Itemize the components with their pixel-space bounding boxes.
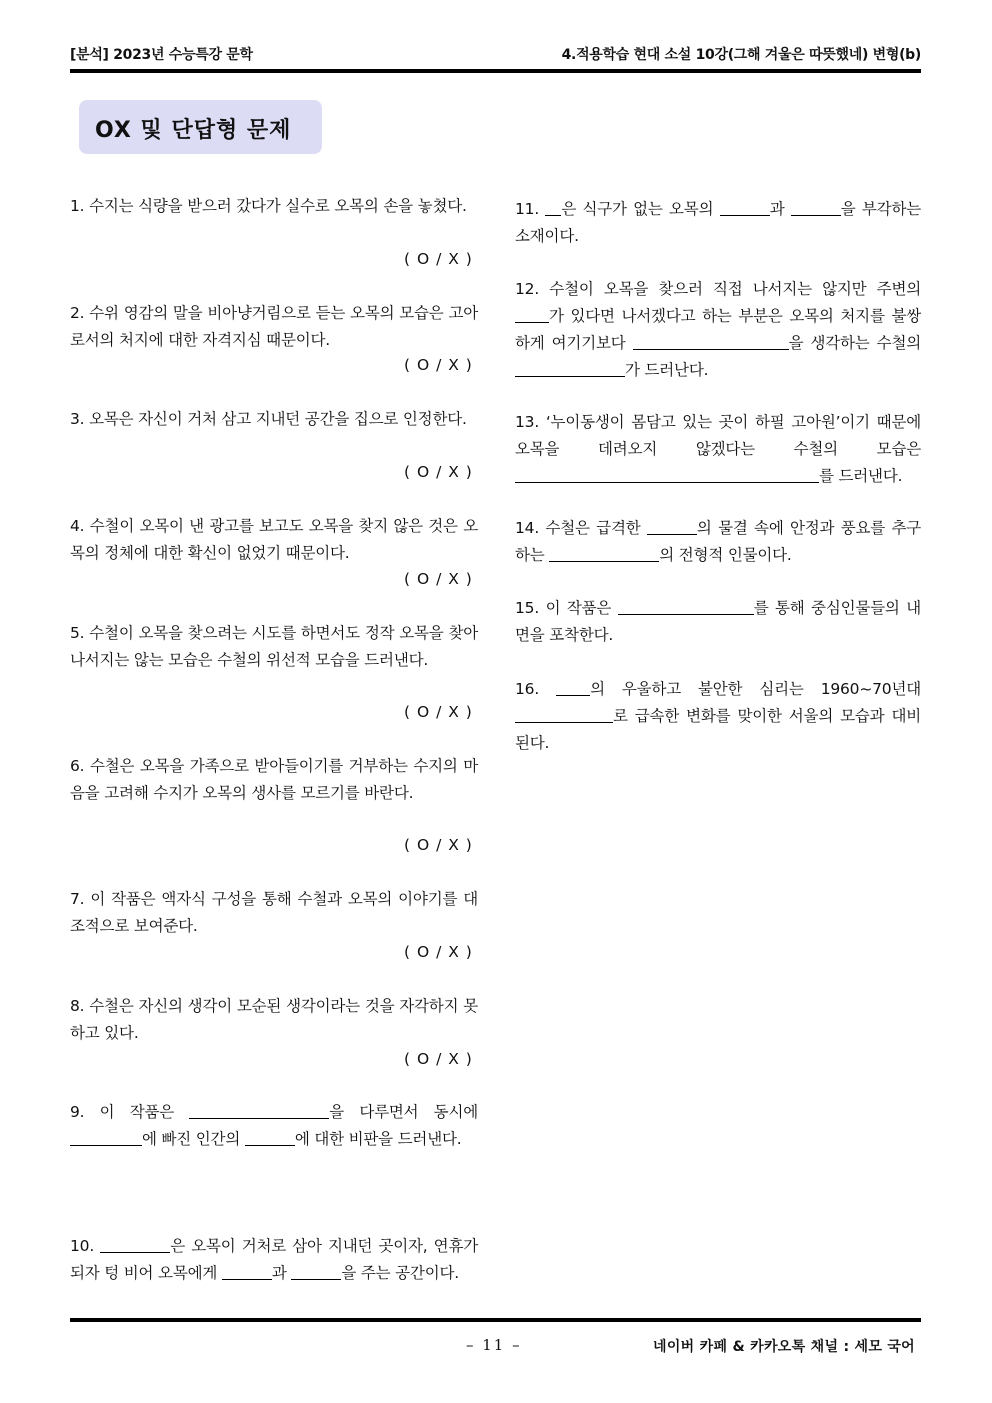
answer-blank[interactable] — [647, 518, 697, 535]
ox-mark-1[interactable]: ( O / X ) — [404, 250, 473, 268]
question-14-part-3: 의 전형적 인물이다. — [659, 546, 792, 564]
header-rule — [70, 69, 921, 73]
question-16-part-1: 16. — [515, 680, 557, 698]
question-13-part-2: 를 드러낸다. — [819, 467, 903, 485]
answer-blank[interactable] — [515, 466, 819, 483]
question-9-part-2: 을 다루면서 동시에 — [329, 1103, 478, 1121]
question-12-part-3: 을 생각하는 수철의 — [788, 334, 921, 352]
answer-blank[interactable] — [633, 333, 789, 350]
footer-rule — [70, 1318, 921, 1322]
question-13-part-1: 13. ‘누이동생이 몸담고 있는 곳이 하필 고아원’이기 때문에 오목을 데려오지 않겠다는 수철의 모습은 — [515, 413, 921, 458]
question-12-part-1: 12. 수철이 오목을 찾으러 직접 나서지는 않지만 주변의 — [515, 280, 921, 298]
answer-blank[interactable] — [549, 545, 659, 562]
answer-blank[interactable] — [245, 1129, 295, 1146]
question-7: 7. 이 작품은 액자식 구성을 통해 수철과 오목의 이야기를 대조적으로 보여준다. — [70, 890, 478, 935]
section-title: OX 및 단답형 문제 — [95, 118, 292, 143]
section-title-box — [79, 100, 322, 154]
question-11-part-3: 과 — [769, 200, 791, 218]
question-9-part-4: 에 대한 비판을 드러낸다. — [294, 1130, 462, 1148]
question-10-part-2: 은 오목이 거처로 삼아 지내던 곳이자, 연휴가 되자 텅 비어 오목에게 — [70, 1237, 478, 1282]
question-6: 6. 수철은 오목을 가족으로 받아들이기를 거부하는 수지의 마음을 고려해 수지가 오목의 생사를 모르기를 바란다. — [70, 757, 478, 802]
answer-blank[interactable] — [791, 199, 841, 216]
ox-mark-8[interactable]: ( O / X ) — [404, 1050, 473, 1068]
question-1: 1. 수지는 식량을 받으러 갔다가 실수로 오목의 손을 놓쳤다. — [70, 197, 467, 215]
channel-info: 네이버 카페 & 카카오톡 채널 : 세모 국어 — [653, 1339, 915, 1355]
question-11-part-4: 을 부각하는 소재이다. — [515, 200, 921, 245]
question-3: 3. 오목은 자신이 거처 삼고 지내던 공간을 집으로 인정한다. — [70, 410, 467, 428]
ox-mark-5[interactable]: ( O / X ) — [404, 703, 473, 721]
question-9-part-3: 에 빠진 인간의 — [142, 1130, 245, 1148]
answer-blank[interactable] — [222, 1263, 272, 1280]
page-header — [70, 44, 921, 68]
ox-mark-6[interactable]: ( O / X ) — [404, 836, 473, 854]
question-16 — [515, 676, 921, 757]
question-14-part-2: 의 물결 속에 안정과 풍요를 추구하는 — [515, 519, 922, 564]
question-12 — [515, 276, 921, 384]
answer-blank[interactable] — [515, 706, 613, 723]
question-10-part-1: 10. — [70, 1237, 101, 1255]
question-12-part-2: 가 있다면 나서겠다고 하는 부분은 오목의 처지를 불쌍하게 여기기보다 — [515, 307, 921, 352]
page-number: – 11 – — [466, 1336, 522, 1354]
question-9 — [70, 1099, 478, 1153]
answer-blank[interactable] — [291, 1263, 341, 1280]
question-13 — [515, 409, 921, 490]
answer-blank[interactable] — [618, 598, 754, 615]
header-right-title: 4.적용학습 현대 소설 10강(그해 겨울은 따뜻했네) 변형(b) — [561, 47, 921, 63]
answer-blank[interactable] — [720, 199, 770, 216]
answer-blank[interactable] — [545, 199, 561, 216]
header-left-title: [분석] 2023년 수능특강 문학 — [70, 47, 253, 63]
answer-blank[interactable] — [515, 306, 549, 323]
answer-blank[interactable] — [189, 1102, 329, 1119]
question-5: 5. 수철이 오목을 찾으려는 시도를 하면서도 정작 오목을 찾아 나서지는 않는 모습은 수철의 위선적 모습을 드러낸다. — [70, 624, 478, 669]
question-10-part-4: 을 주는 공간이다. — [341, 1264, 459, 1282]
ox-mark-4[interactable]: ( O / X ) — [404, 570, 473, 588]
answer-blank[interactable] — [556, 679, 590, 696]
question-11 — [515, 196, 921, 250]
question-4: 4. 수철이 오목이 낸 광고를 보고도 오목을 찾지 않은 것은 오목의 정체에 대한 확신이 없었기 때문이다. — [70, 517, 478, 562]
question-14-part-1: 14. 수철은 급격한 — [515, 519, 647, 537]
question-10-part-3: 과 — [271, 1264, 292, 1282]
answer-blank[interactable] — [70, 1129, 142, 1146]
question-10 — [70, 1233, 478, 1287]
answer-blank[interactable] — [100, 1236, 170, 1253]
ox-mark-3[interactable]: ( O / X ) — [404, 463, 473, 481]
ox-mark-7[interactable]: ( O / X ) — [404, 943, 473, 961]
question-16-part-2: 의 우울하고 불안한 심리는 1960~70년대 — [590, 680, 921, 698]
question-8: 8. 수철은 자신의 생각이 모순된 생각이라는 것을 자각하지 못하고 있다. — [70, 997, 478, 1042]
question-12-part-4: 가 드러난다. — [625, 361, 709, 379]
question-14 — [515, 515, 921, 569]
question-2: 2. 수위 영감의 말을 비아냥거림으로 듣는 오목의 모습은 고아로서의 처지에 대한 자격지심 때문이다. — [70, 304, 478, 349]
ox-mark-2[interactable]: ( O / X ) — [404, 356, 473, 374]
question-16-part-3: 로 급속한 변화를 맞이한 서울의 모습과 대비된다. — [515, 707, 921, 752]
question-11-part-2: 은 식구가 없는 오목의 — [561, 200, 720, 218]
question-15-part-1: 15. 이 작품은 — [515, 599, 618, 617]
question-15-part-2: 를 통해 중심인물들의 내면을 포착한다. — [515, 599, 921, 644]
question-11-part-1: 11. — [515, 200, 546, 218]
question-9-part-1: 9. 이 작품은 — [70, 1103, 190, 1121]
answer-blank[interactable] — [515, 360, 625, 377]
question-15 — [515, 595, 921, 649]
